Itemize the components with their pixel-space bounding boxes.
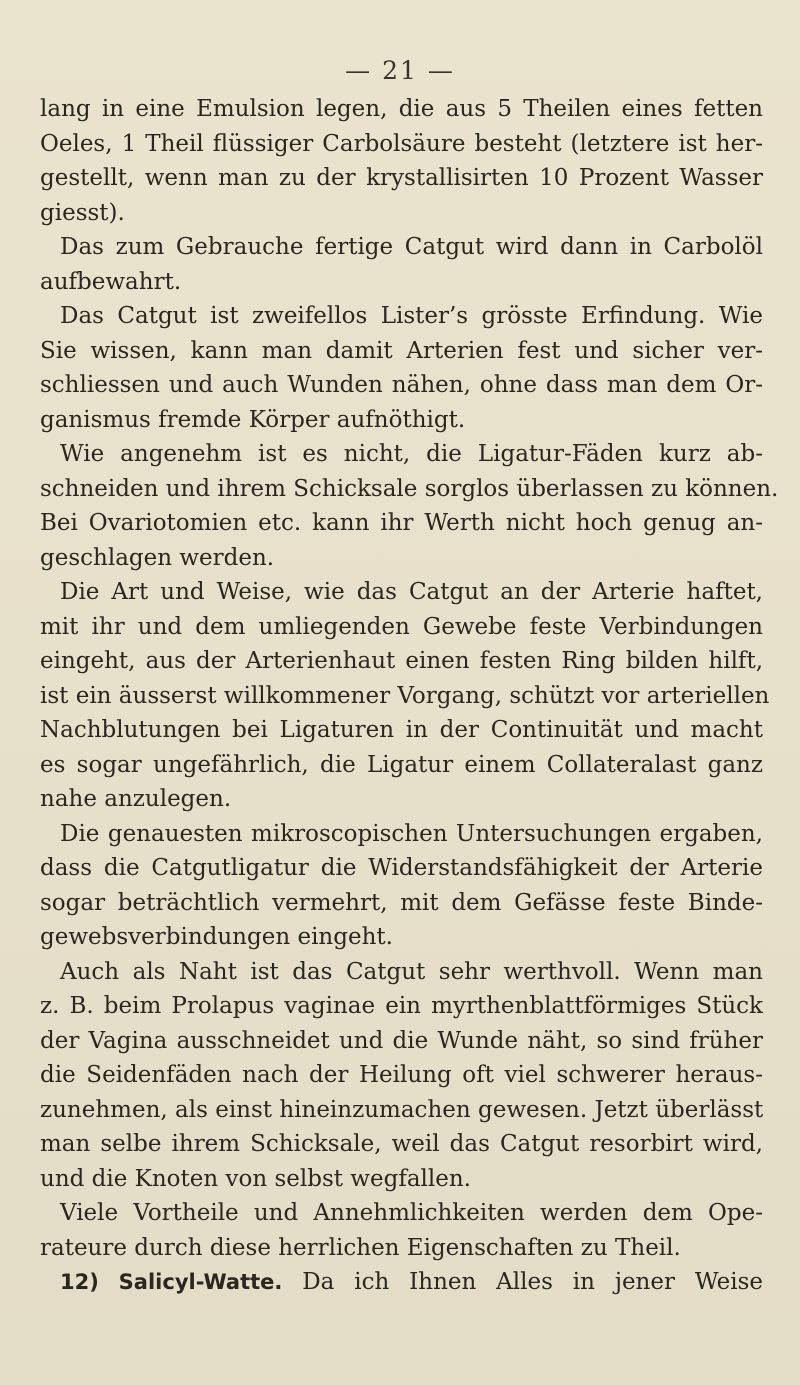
text-line: Viele Vortheile und Annehmlichkeiten werden dem Ope- bbox=[60, 1200, 763, 1226]
text-line: ganismus fremde Körper aufnöthigt. bbox=[40, 406, 466, 433]
text-line: schliessen und auch Wunden nähen, ohne dass man dem Or- bbox=[40, 372, 763, 398]
text-line: eingeht, aus der Arterienhaut einen festen Ring bilden hilft, bbox=[40, 648, 763, 674]
text-line: Wie angenehm ist es nicht, die Ligatur-Fäden kurz ab- bbox=[60, 441, 763, 467]
text-line: und die Knoten von selbst wegfallen. bbox=[40, 1165, 471, 1192]
text-line: z. B. beim Prolapus vaginae ein myrthenblattförmiges Stück bbox=[40, 993, 763, 1019]
text-line: Oeles, 1 Theil flüssiger Carbolsäure besteht (letztere ist her- bbox=[40, 130, 763, 157]
text-line: Auch als Naht ist das Catgut sehr werthvoll. Wenn man bbox=[60, 958, 763, 985]
text-line: nahe anzulegen. bbox=[40, 786, 232, 812]
text-line: Bei Ovariotomien etc. kann ihr Werth nicht hoch genug an- bbox=[40, 510, 763, 536]
text-line: es sogar ungefährlich, die Ligatur einem Collateralast ganz bbox=[40, 751, 763, 778]
section-heading: 12) Salicyl-Watte. bbox=[60, 1270, 283, 1294]
text-line: giesst). bbox=[40, 199, 125, 226]
text-line: Die Art und Weise, wie das Catgut an der Arterie haftet, bbox=[60, 579, 763, 605]
text-line: mit ihr und dem umliegenden Gewebe feste Verbindungen bbox=[40, 613, 763, 640]
text-line: aufbewahrt. bbox=[40, 268, 182, 295]
text-line: Die genauesten mikroscopischen Untersuchungen ergaben, bbox=[60, 820, 763, 847]
text-line: Sie wissen, kann man damit Arterien fest und sicher ver- bbox=[40, 337, 763, 364]
text-line: die Seidenfäden nach der Heilung oft viel schwerer heraus- bbox=[40, 1062, 763, 1088]
text-line: Das zum Gebrauche fertige Catgut wird dann in Carbolöl bbox=[60, 234, 763, 260]
page-number: — 21 — bbox=[345, 56, 455, 85]
section-start-line bbox=[40, 1265, 763, 1300]
text-line: gewebsverbindungen eingeht. bbox=[40, 924, 393, 950]
text-line: man selbe ihrem Schicksale, weil das Catgut resorbirt wird, bbox=[40, 1131, 763, 1157]
text-line: Das Catgut ist zweifellos Lister’s grösste Erfindung. Wie bbox=[60, 303, 763, 329]
text-line: ist ein äusserst willkommener Vorgang, schützt vor arteriellen bbox=[40, 682, 770, 709]
body-text bbox=[40, 92, 779, 1300]
section-text: Da ich Ihnen Alles in jener Weise bbox=[282, 1269, 763, 1295]
text-line: sogar beträchtlich vermehrt, mit dem Gefässe feste Binde- bbox=[40, 889, 763, 916]
text-line: lang in eine Emulsion legen, die aus 5 Theilen eines fetten bbox=[40, 96, 763, 122]
text-line: zunehmen, als einst hineinzumachen gewesen. Jetzt überlässt bbox=[40, 1096, 764, 1123]
text-line: gestellt, wenn man zu der krystallisirten 10 Prozent Wasser bbox=[40, 165, 763, 191]
text-line: der Vagina ausschneidet und die Wunde näht, so sind früher bbox=[40, 1027, 763, 1054]
text-line: dass die Catgutligatur die Widerstandsfähigkeit der Arterie bbox=[40, 855, 763, 881]
text-line: schneiden und ihrem Schicksale sorglos überlassen zu können. bbox=[40, 475, 779, 502]
text-line: rateure durch diese herrlichen Eigenschaften zu Theil. bbox=[40, 1234, 681, 1261]
text-line: geschlagen werden. bbox=[40, 544, 275, 571]
text-line: Nachblutungen bei Ligaturen in der Continuität und macht bbox=[40, 717, 763, 743]
